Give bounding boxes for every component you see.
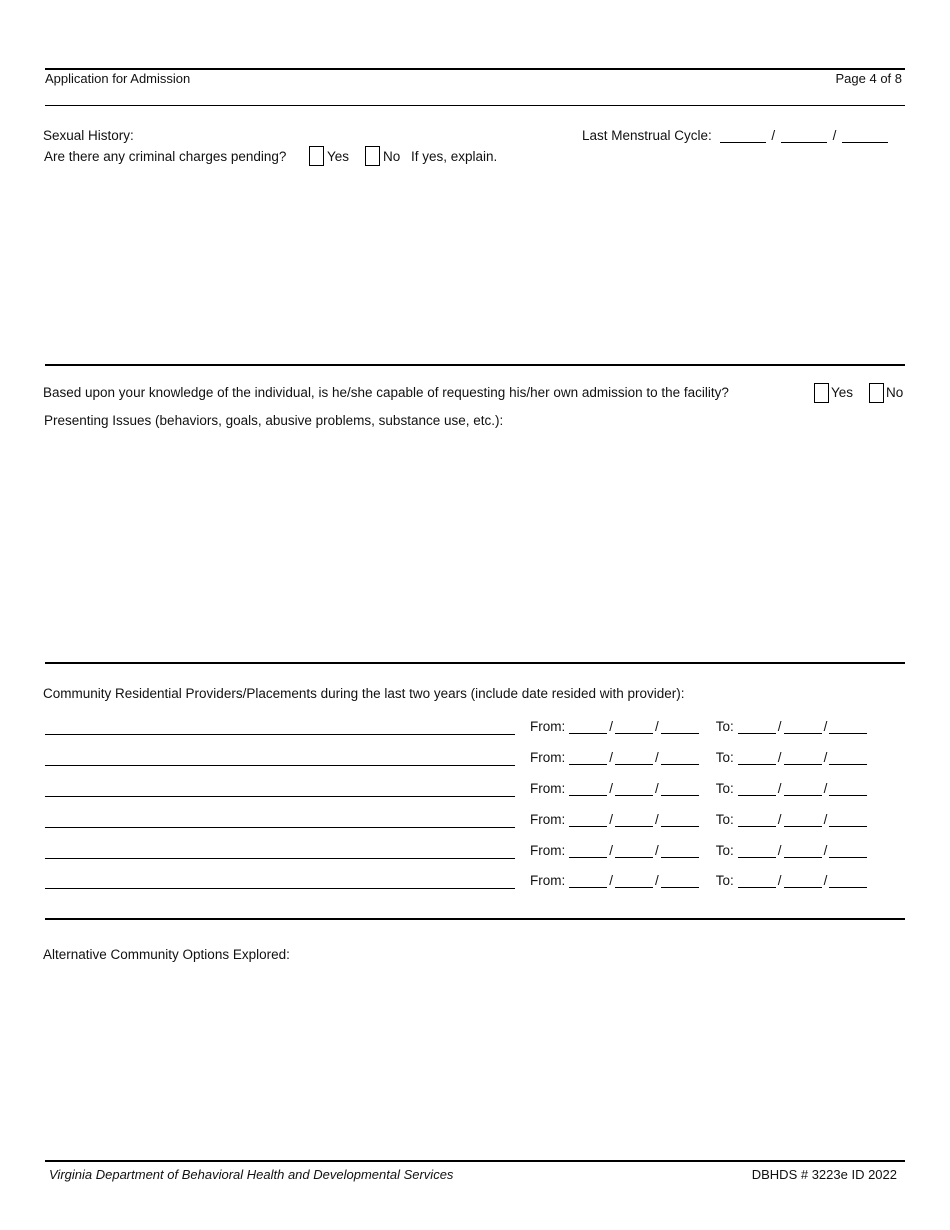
capability-no-checkbox[interactable]: [869, 383, 884, 403]
form-id: DBHDS # 3223e ID 2022: [751, 1167, 897, 1182]
to-label: To:: [715, 843, 734, 858]
from-year-field[interactable]: [661, 843, 699, 858]
criminal-explain-label: If yes, explain.: [411, 149, 498, 164]
capability-question: Based upon your knowledge of the individual, is he/she capable of requesting his/her own admission to the facility?: [43, 385, 729, 400]
to-year-field[interactable]: [829, 719, 867, 734]
capability-no-label: No: [886, 385, 904, 400]
from-month-field[interactable]: [569, 781, 607, 796]
to-month-field[interactable]: [738, 812, 776, 827]
from-label: From:: [530, 750, 566, 765]
footer-rule: [45, 1160, 905, 1162]
page-number: Page 4 of 8: [835, 71, 902, 86]
slash: /: [777, 781, 782, 796]
provider-name-line[interactable]: [45, 734, 515, 735]
slash: /: [823, 719, 828, 734]
last-menstrual-cycle: [582, 128, 888, 143]
criminal-charges-question: Are there any criminal charges pending?: [44, 149, 287, 164]
from-day-field[interactable]: [615, 719, 653, 734]
header-top-rule: [45, 68, 905, 70]
to-year-field[interactable]: [829, 843, 867, 858]
slash: /: [823, 843, 828, 858]
slash: /: [655, 843, 659, 858]
placement-date-row: [530, 843, 867, 858]
from-label: From:: [530, 873, 566, 888]
section-divider-2: [45, 662, 905, 664]
criminal-yes-checkbox[interactable]: [309, 146, 324, 166]
to-day-field[interactable]: [784, 719, 822, 734]
menstrual-label: Last Menstrual Cycle:: [582, 128, 712, 143]
to-month-field[interactable]: [738, 781, 776, 796]
slash: /: [609, 873, 614, 888]
from-year-field[interactable]: [661, 750, 699, 765]
slash: /: [777, 750, 782, 765]
from-label: From:: [530, 781, 566, 796]
from-month-field[interactable]: [569, 873, 607, 888]
to-year-field[interactable]: [829, 873, 867, 888]
from-day-field[interactable]: [615, 812, 653, 827]
from-year-field[interactable]: [661, 781, 699, 796]
placement-date-row: [530, 873, 867, 888]
slash: /: [823, 781, 828, 796]
slash: /: [609, 750, 614, 765]
alternative-options-label: Alternative Community Options Explored:: [43, 947, 290, 962]
slash: /: [655, 719, 659, 734]
from-label: From:: [530, 719, 566, 734]
criminal-no-label: No: [383, 149, 401, 164]
slash: /: [771, 128, 776, 143]
capability-yes-checkbox[interactable]: [814, 383, 829, 403]
placement-date-row: [530, 719, 867, 734]
slash: /: [777, 812, 782, 827]
slash: /: [655, 812, 659, 827]
criminal-no-checkbox[interactable]: [365, 146, 380, 166]
section-divider-3: [45, 918, 905, 920]
from-year-field[interactable]: [661, 873, 699, 888]
to-label: To:: [715, 750, 734, 765]
from-day-field[interactable]: [615, 750, 653, 765]
placement-date-row: [530, 750, 867, 765]
agency-name: Virginia Department of Behavioral Health and Developmental Services: [49, 1167, 454, 1182]
to-month-field[interactable]: [738, 719, 776, 734]
to-day-field[interactable]: [784, 812, 822, 827]
placement-date-row: [530, 781, 867, 796]
to-year-field[interactable]: [829, 781, 867, 796]
from-label: From:: [530, 843, 566, 858]
to-label: To:: [715, 812, 734, 827]
placement-date-row: [530, 812, 867, 827]
from-month-field[interactable]: [569, 750, 607, 765]
slash: /: [655, 873, 659, 888]
from-month-field[interactable]: [569, 719, 607, 734]
section-divider-1: [45, 364, 905, 366]
from-day-field[interactable]: [615, 843, 653, 858]
slash: /: [777, 719, 782, 734]
slash: /: [609, 843, 614, 858]
to-day-field[interactable]: [784, 750, 822, 765]
to-month-field[interactable]: [738, 873, 776, 888]
from-year-field[interactable]: [661, 719, 699, 734]
criminal-yes-label: Yes: [327, 149, 350, 164]
to-day-field[interactable]: [784, 843, 822, 858]
slash: /: [832, 128, 837, 143]
to-day-field[interactable]: [784, 781, 822, 796]
provider-name-line[interactable]: [45, 796, 515, 797]
from-day-field[interactable]: [615, 781, 653, 796]
from-month-field[interactable]: [569, 843, 607, 858]
to-label: To:: [715, 781, 734, 796]
slash: /: [609, 719, 614, 734]
slash: /: [777, 843, 782, 858]
slash: /: [609, 812, 614, 827]
menstrual-year-field[interactable]: [842, 128, 888, 143]
slash: /: [823, 750, 828, 765]
slash: /: [823, 873, 828, 888]
menstrual-day-field[interactable]: [781, 128, 827, 143]
form-title: Application for Admission: [45, 71, 191, 86]
slash: /: [655, 750, 659, 765]
header-bottom-rule: [45, 105, 905, 106]
to-label: To:: [715, 873, 734, 888]
from-day-field[interactable]: [615, 873, 653, 888]
to-year-field[interactable]: [829, 750, 867, 765]
slash: /: [777, 873, 782, 888]
sexual-history-label: Sexual History:: [43, 128, 134, 143]
to-month-field[interactable]: [738, 750, 776, 765]
slash: /: [609, 781, 614, 796]
provider-name-line[interactable]: [45, 858, 515, 859]
to-month-field[interactable]: [738, 843, 776, 858]
capability-yes-label: Yes: [831, 385, 854, 400]
to-year-field[interactable]: [829, 812, 867, 827]
slash: /: [823, 812, 828, 827]
to-label: To:: [715, 719, 734, 734]
placements-heading: Community Residential Providers/Placements during the last two years (include date resided with provider):: [43, 686, 685, 701]
from-month-field[interactable]: [569, 812, 607, 827]
to-day-field[interactable]: [784, 873, 822, 888]
provider-name-line[interactable]: [45, 765, 515, 766]
provider-name-line[interactable]: [45, 888, 515, 889]
menstrual-month-field[interactable]: [720, 128, 766, 143]
slash: /: [655, 781, 659, 796]
provider-name-line[interactable]: [45, 827, 515, 828]
from-label: From:: [530, 812, 566, 827]
from-year-field[interactable]: [661, 812, 699, 827]
presenting-issues-label: Presenting Issues (behaviors, goals, abusive problems, substance use, etc.):: [44, 413, 504, 428]
